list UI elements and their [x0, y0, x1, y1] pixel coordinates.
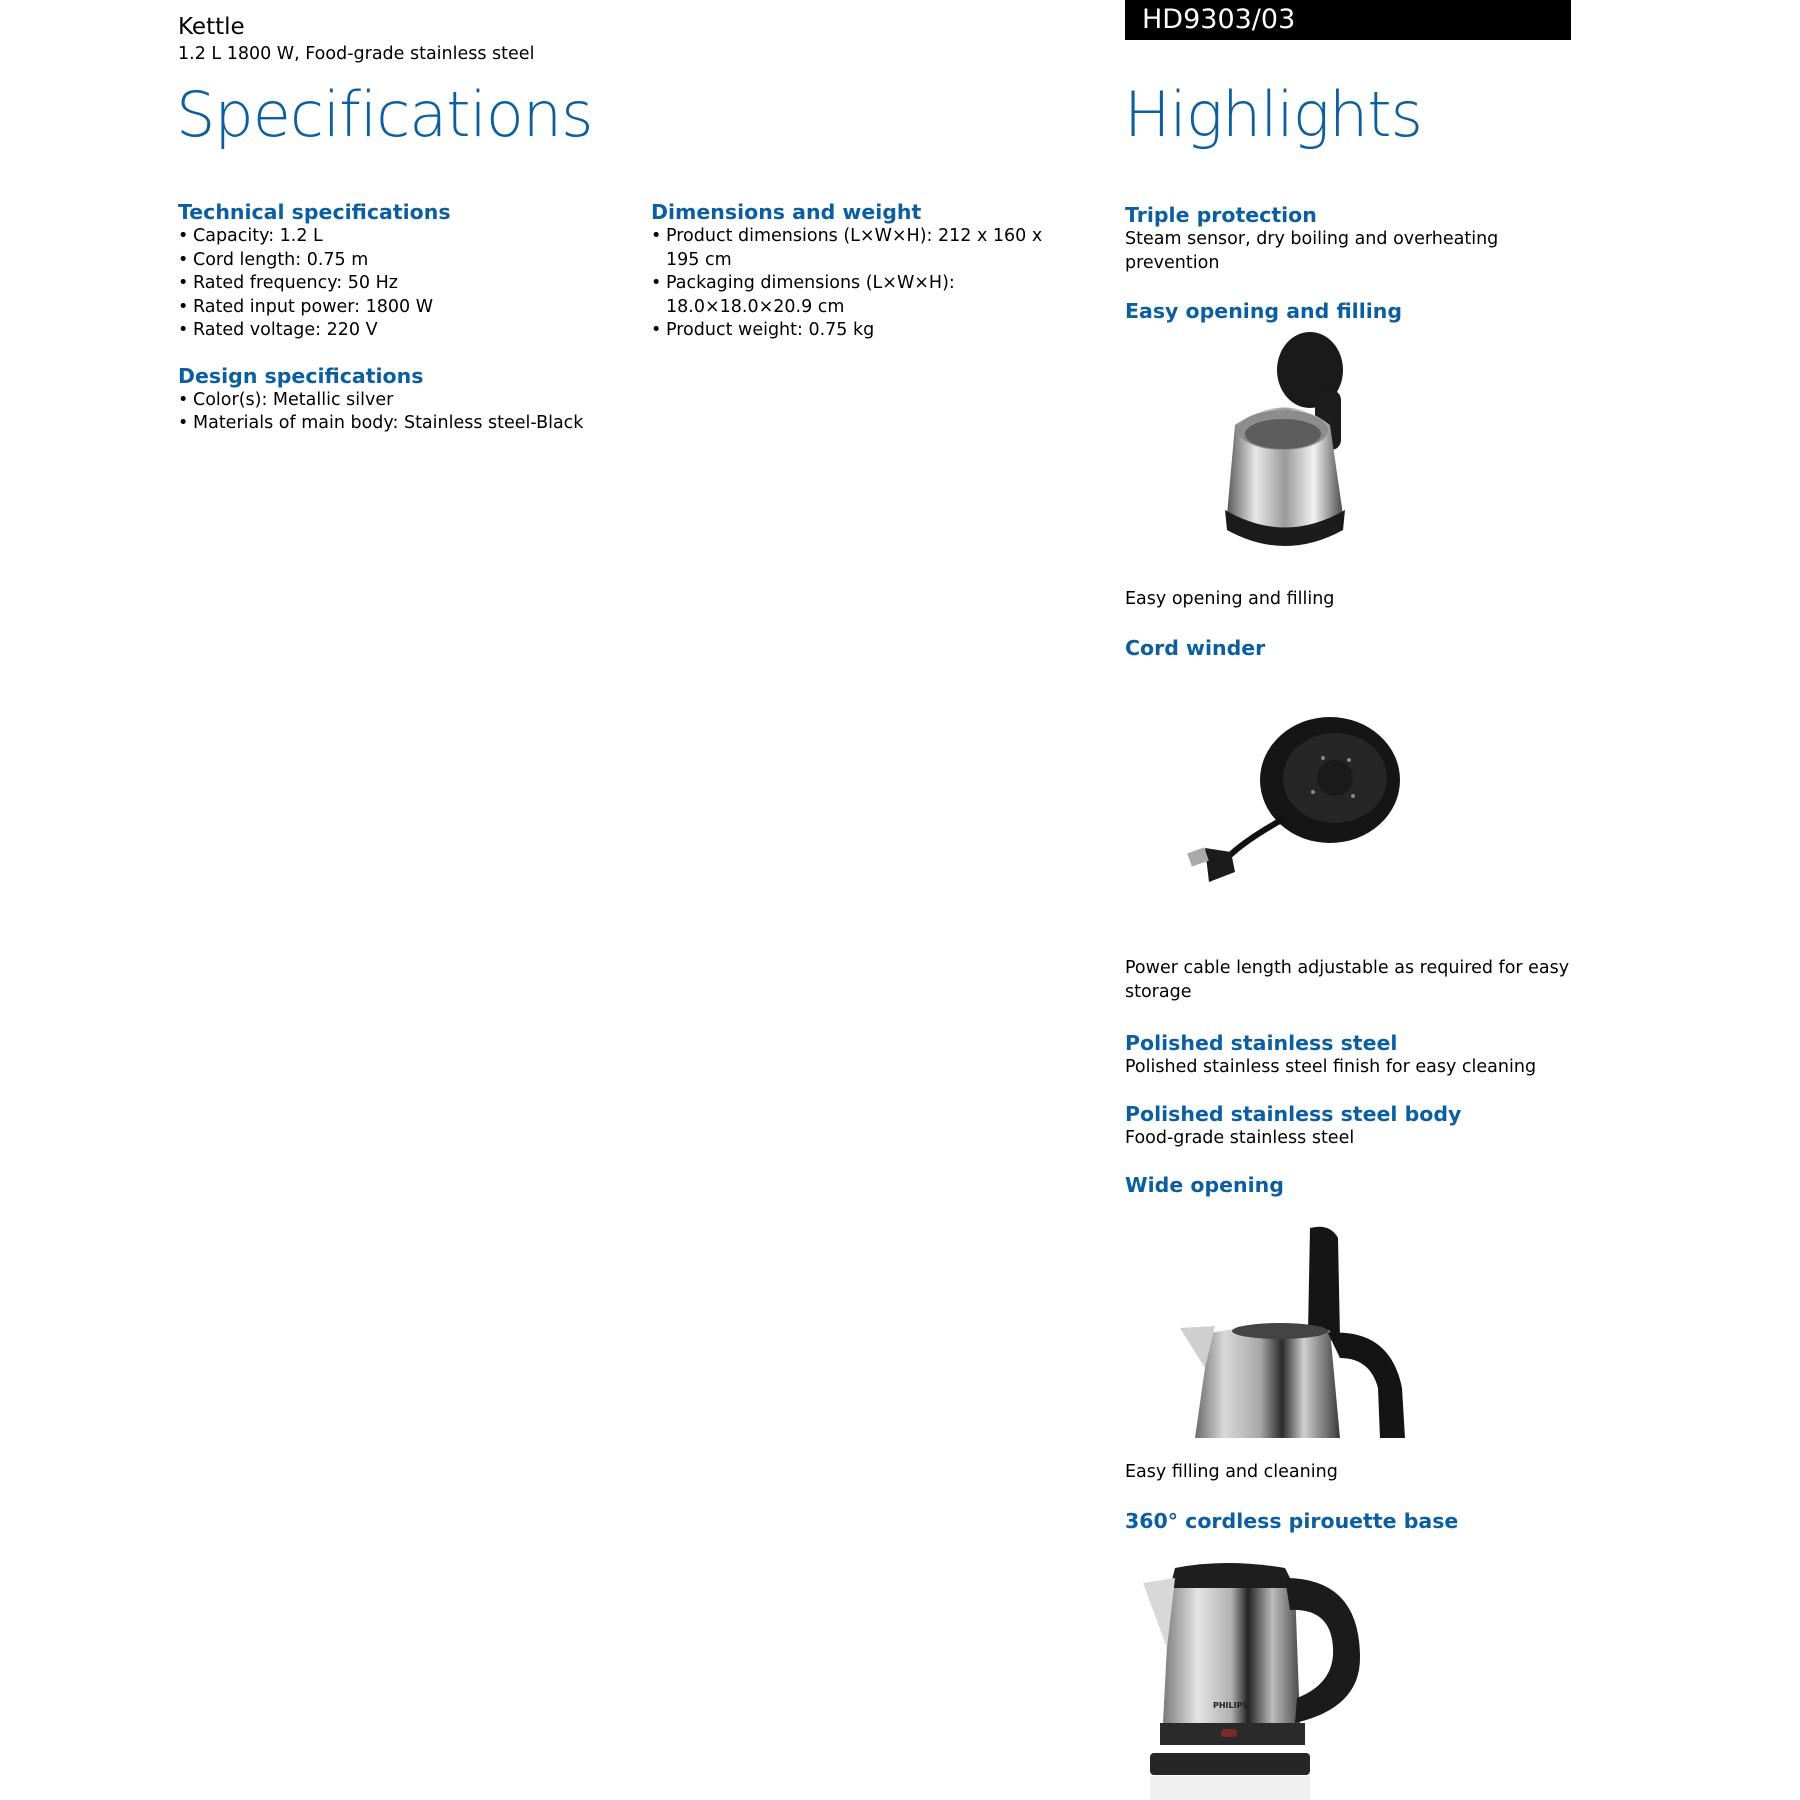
highlight-cord-winder — [1125, 635, 1575, 661]
cord-winder-image — [1165, 700, 1425, 890]
spec-item: • Capacity: 1.2 L — [178, 225, 618, 249]
technical-spec-list — [178, 225, 618, 343]
spec-item: • Rated voltage: 220 V — [178, 319, 618, 343]
highlight-caption: Easy filling and cleaning — [1125, 1462, 1338, 1482]
spec-column-left — [178, 199, 618, 436]
section-heading-technical: Technical specifications — [178, 200, 451, 224]
spec-item: • Rated input power: 1800 W — [178, 296, 618, 320]
spec-item: • Packaging dimensions (L×W×H): 18.0×18.0×20.9 cm — [651, 272, 1061, 319]
model-number-bar — [1125, 0, 1571, 40]
kettle-on-base-image — [1135, 1548, 1365, 1800]
highlight-wide-opening — [1125, 1172, 1575, 1198]
spec-column-middle — [651, 199, 1061, 343]
spec-item: • Product dimensions (L×W×H): 212 x 160 x 195 cm — [651, 225, 1061, 272]
highlight-description: Steam sensor, dry boiling and overheating prevention — [1125, 229, 1499, 273]
highlight-caption: Power cable length adjustable as required for easy storage — [1125, 958, 1570, 1002]
highlight-polished-steel-body — [1125, 1101, 1575, 1151]
brand-label: PHILIPS — [1213, 1701, 1249, 1710]
highlights-title: Highlights — [1124, 78, 1422, 151]
specifications-title: Specifications — [176, 78, 593, 151]
highlight-triple-protection — [1125, 202, 1575, 275]
highlight-description: Polished stainless steel finish for easy cleaning — [1125, 1057, 1537, 1077]
highlight-heading: Cord winder — [1125, 636, 1266, 660]
dimensions-spec-list — [651, 225, 1061, 343]
spec-item: • Color(s): Metallic silver — [178, 389, 618, 413]
highlight-easy-opening — [1125, 298, 1575, 324]
highlight-heading: Easy opening and filling — [1125, 299, 1403, 323]
spec-item: • Materials of main body: Stainless steel-Black — [178, 412, 618, 436]
highlight-heading: Triple protection — [1125, 203, 1317, 227]
highlight-heading: Polished stainless steel body — [1125, 1102, 1462, 1126]
section-heading-design: Design specifications — [178, 363, 424, 388]
highlight-heading: Wide opening — [1125, 1173, 1284, 1197]
highlight-pirouette-base — [1125, 1508, 1575, 1534]
design-spec-list — [178, 389, 618, 436]
spec-item: • Rated frequency: 50 Hz — [178, 272, 618, 296]
highlight-heading: Polished stainless steel — [1125, 1031, 1398, 1055]
section-heading-dimensions: Dimensions and weight — [651, 200, 922, 224]
product-name: Kettle — [178, 14, 245, 40]
highlight-description: Food-grade stainless steel — [1125, 1128, 1355, 1148]
kettle-open-lid-image — [1215, 330, 1355, 560]
highlight-caption: Easy opening and filling — [1125, 589, 1335, 609]
wide-opening-kettle-image — [1180, 1218, 1420, 1442]
model-number: HD9303/03 — [1142, 4, 1296, 35]
spec-item: • Product weight: 0.75 kg — [651, 319, 1061, 343]
highlight-polished-steel — [1125, 1030, 1575, 1080]
highlight-heading: 360° cordless pirouette base — [1125, 1509, 1459, 1533]
spec-item: • Cord length: 0.75 m — [178, 249, 618, 273]
product-subtitle: 1.2 L 1800 W, Food-grade stainless steel — [178, 44, 535, 64]
